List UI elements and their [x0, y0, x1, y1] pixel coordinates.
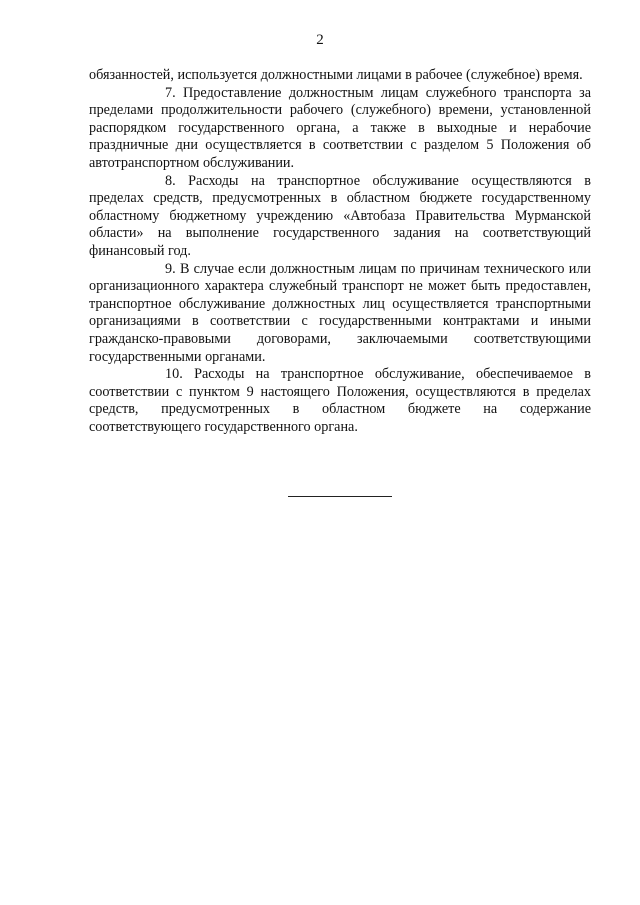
- paragraph-7: [89, 85, 591, 173]
- paragraph-text: обязанностей, используется должностными лицами в рабочее (служебное) время.: [89, 67, 583, 83]
- paragraph-8: [89, 173, 591, 261]
- paragraph-9: [89, 261, 591, 367]
- paragraph-number: 10.: [165, 366, 183, 383]
- paragraph-text: В случае если должностным лицам по причинам технического или организационного характера служебный транспорт не может быть предоставлен, транспортное обслуживание должностных лиц осуществляется транспортными организациями в соответствии с государственными контрактами и иными гражданско-правовыми договорами, заключаемыми соответствующими государственными органами.: [89, 260, 592, 365]
- document-body: [89, 67, 591, 436]
- paragraph-continuation: [89, 67, 591, 85]
- end-separator-line: [288, 496, 392, 497]
- paragraph-text: Расходы на транспортное обслуживание осуществляются в пределах средств, предусмотренных в областном бюджете государственному областному бюджетному учреждению «Автобаза Правительства Мурманской области» на выполнение государственного задания на соответствующий финансовый год.: [89, 172, 591, 259]
- paragraph-number: 7.: [165, 84, 176, 101]
- paragraph-number: 9.: [165, 260, 176, 277]
- paragraph-text: Расходы на транспортное обслуживание, обеспечиваемое в соответствии с пунктом 9 настоящего Положения, осуществляются в пределах средств, предусмотренных в областном бюджете на содержание соответствующего государственного органа.: [89, 366, 591, 435]
- page-number: 2: [316, 32, 324, 48]
- paragraph-10: [89, 366, 591, 436]
- paragraph-number: 8.: [165, 172, 176, 189]
- paragraph-text: Предоставление должностным лицам служебного транспорта за пределами продолжительности рабочего (служебного) времени, установленной распорядком государственного органа, а также в выходные и нерабочие праздничные дни осуществляется в соответствии с разделом 5 Положения об автотранспортном обслуживании.: [89, 84, 591, 171]
